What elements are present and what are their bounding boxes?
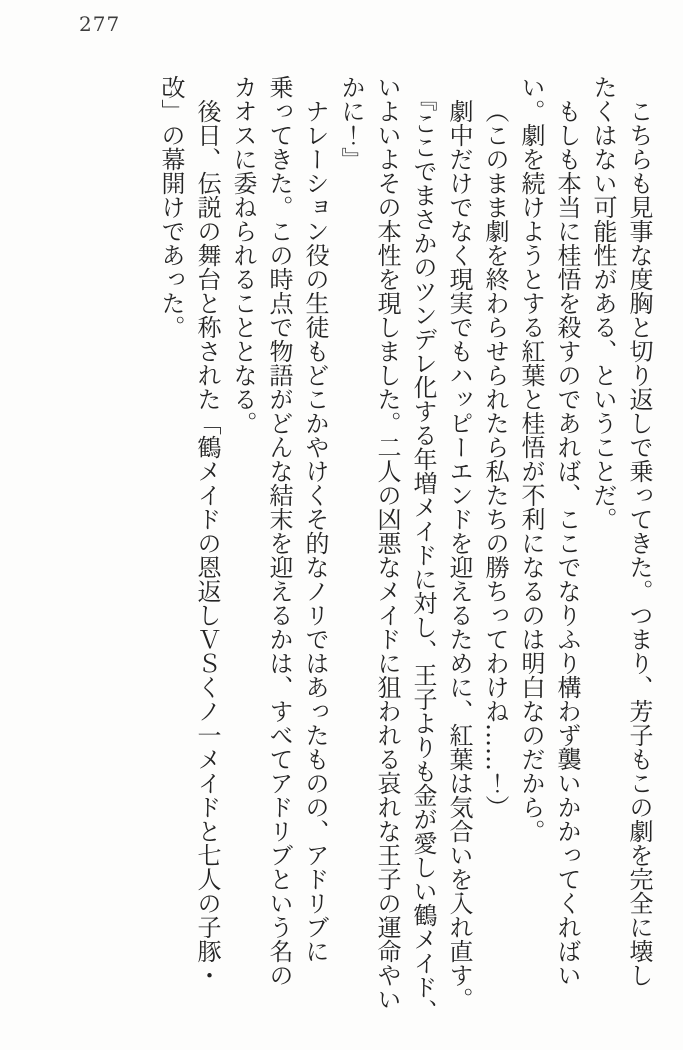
paragraph: ナレーション役の生徒もどこかやけくそ的なノリではあったものの、アドリブに乗ってきた。この時点で物語がどんな結末を迎えるかは、すべてアドリブという名のカオスに委ねられることとなる。 [229, 75, 329, 987]
paragraph: もしも本当に桂悟を殺すのであれば、ここでなりふり構わず襲いかかってくればいい。劇を続けようとする紅葉と桂悟が不利になるのは明白なのだから。 [517, 75, 581, 987]
paragraph: （このまま劇を終わらせられたら私たちの勝ちってわけね……！） [481, 99, 509, 819]
paragraph: 『ここでまさかのツンデレ化する年増メイドに対し、王子よりも金が愛しい鶴メイド、いよいよその本性を現しました。二人の凶悪なメイドに狙われる哀れな王子の運命やいかに！』 [337, 75, 437, 1023]
page-number: 277 [79, 12, 121, 36]
paragraph: こちらも見事な度胸と切り返しで乗ってきた。つまり、芳子もこの劇を完全に壊したくはない可能性がある、ということだ。 [589, 75, 653, 987]
body-text [153, 75, 657, 1023]
paragraph: 劇中だけでなく現実でもハッピーエンドを迎えるために、紅葉は気合いを入れ直す。 [445, 99, 473, 1011]
paragraph: 後日、伝説の舞台と称された「鶴メイドの恩返しＶＳくノ一メイドと七人の子豚・改」の幕開けであった。 [157, 75, 221, 987]
